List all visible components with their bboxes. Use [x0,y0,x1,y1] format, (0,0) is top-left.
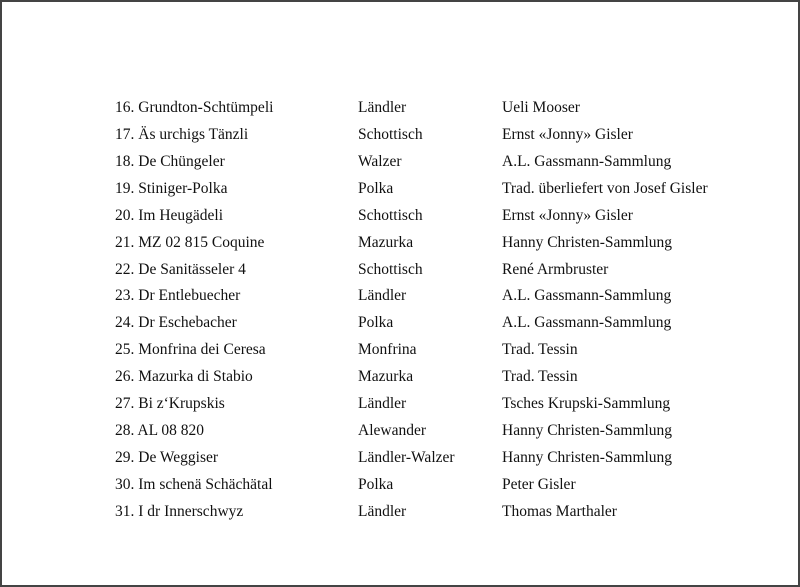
track-source: Ernst «Jonny» Gisler [502,125,633,143]
track-title: 20. Im Heugädeli [115,206,224,224]
track-title: 27. Bi z‘Krupskis [115,395,225,413]
track-source: A.L. Gassmann-Sammlung [502,314,672,332]
track-source: René Armbruster [502,260,609,278]
track-source: Trad. Tessin [502,368,578,386]
track-title: 23. Dr Entlebuecher [115,287,241,305]
track-genre: Ländler-Walzer [358,448,455,466]
track-genre: Polka [358,179,394,197]
track-source: Tsches Krupski-Sammlung [502,395,671,413]
track-genre: Monfrina [358,341,417,359]
track-source: Trad. überliefert von Josef Gisler [502,179,708,197]
track-title: 25. Monfrina dei Ceresa [115,341,266,359]
track-genre: Schottisch [358,125,423,143]
track-genre: Polka [358,314,394,332]
track-title: 19. Stiniger-Polka [115,179,228,197]
track-title: 21. MZ 02 815 Coquine [115,233,265,251]
track-title: 31. I dr Innerschwyz [115,502,244,520]
track-title: 22. De Sanitässeler 4 [115,260,246,278]
track-source: Peter Gisler [502,475,576,493]
track-genre: Ländler [358,502,407,520]
track-title: 16. Grundton-Schtümpeli [115,99,274,116]
track-source: Ueli Mooser [502,99,580,116]
track-genre: Polka [358,475,394,493]
track-source: Hanny Christen-Sammlung [502,233,673,251]
track-genre: Walzer [358,152,402,170]
track-genre: Schottisch [358,206,423,224]
track-source: A.L. Gassmann-Sammlung [502,152,672,170]
track-source: Thomas Marthaler [502,502,617,520]
track-genre: Ländler [358,287,407,305]
track-genre: Mazurka [358,233,414,251]
track-title: 26. Mazurka di Stabio [115,368,253,386]
track-title: 28. AL 08 820 [115,422,204,440]
track-title: 29. De Weggiser [115,448,219,466]
track-source: Trad. Tessin [502,341,578,359]
track-title: 17. Äs urchigs Tänzli [115,125,249,143]
track-source: Ernst «Jonny» Gisler [502,206,633,224]
track-source: A.L. Gassmann-Sammlung [502,287,672,305]
track-title: 30. Im schenä Schächätal [115,475,273,493]
track-genre: Alewander [358,422,426,440]
track-source: Hanny Christen-Sammlung [502,448,673,466]
track-source: Hanny Christen-Sammlung [502,422,673,440]
track-title: 24. Dr Eschebacher [115,314,237,332]
track-genre: Mazurka [358,368,414,386]
track-genre: Ländler [358,395,407,413]
track-genre: Ländler [358,99,407,116]
track-genre: Schottisch [358,260,423,278]
track-title: 18. De Chüngeler [115,152,225,170]
